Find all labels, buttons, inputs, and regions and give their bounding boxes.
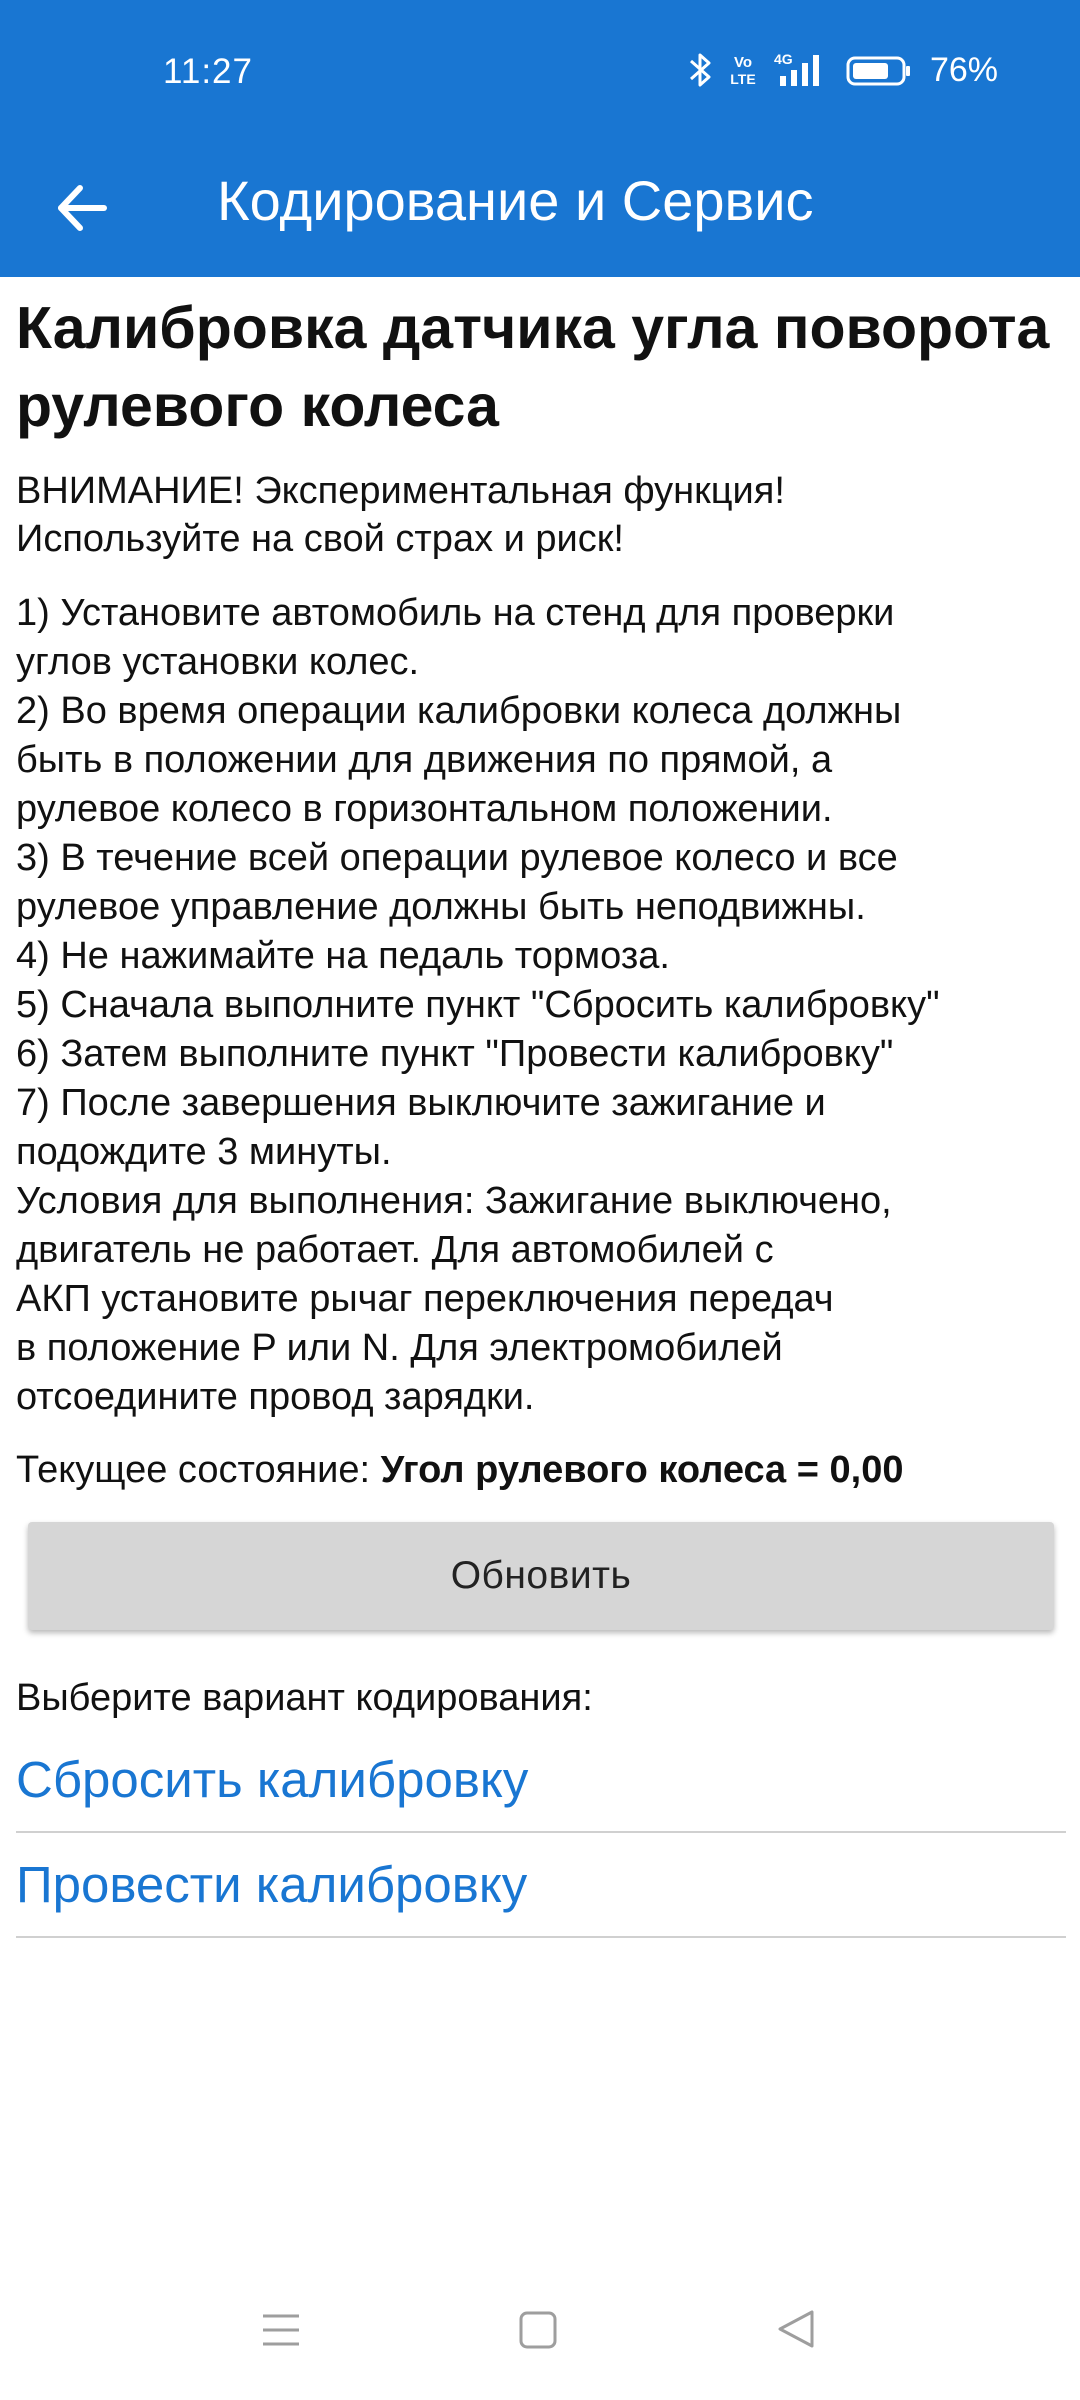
back-button[interactable]: [42, 170, 122, 250]
network-type-label: 4G: [773, 51, 793, 67]
battery-icon: [846, 50, 912, 90]
main-content: [16, 277, 1066, 1938]
battery-percent: 76%: [929, 50, 998, 89]
volte-top-label: Vo: [733, 54, 752, 71]
page-title: Калибровка датчика угла поворота рулевого колеса: [16, 295, 1050, 439]
bluetooth-icon: [688, 50, 714, 90]
coding-variant-label: Выберите вариант кодирования:: [16, 1677, 593, 1719]
system-nav-bar: [0, 2270, 1080, 2400]
volte-bottom-label: LTE: [730, 71, 756, 87]
current-state-value: Угол рулевого колеса = 0,00: [380, 1449, 904, 1491]
back-triangle-icon[interactable]: [776, 2308, 816, 2355]
perform-calibration-option[interactable]: Провести калибровку: [16, 1833, 1066, 1938]
4g-signal-icon: [772, 50, 832, 90]
warning-text: ВНИМАНИЕ! Экспериментальная функция! Используйте на свой страх и риск!: [16, 470, 785, 560]
volte-icon: [728, 50, 758, 90]
app-bar-title: Кодирование и Сервис: [217, 169, 814, 232]
instructions-text: 1) Установите автомобиль на стенд для проверки углов установки колес. 2) Во время операции калибровки колеса должны быть в положении для движения по прямой, а рулевое колесо в горизонтальном положении. 3) В течение всей операции рулевое колесо и все рулевое управление должны быть неподвижны. 4) Не нажимайте на педаль тормоза. 5) Сначала выполните пункт "Сбросить калибровку" 6) Затем выполните пункт "Провести калибровку" 7) После завершения выключите зажигание и подождите 3 минуты. Условия для выполнения: Зажигание выключено, двигатель не работает. Для автомобилей с АКП установите рычаг переключения передач в положение P или N. Для электромобилей отсоедините провод зарядки.: [16, 592, 940, 1418]
current-state: [16, 1446, 1066, 1494]
menu-icon[interactable]: [261, 2310, 301, 2355]
status-bar: [0, 0, 1080, 140]
status-icons: [688, 48, 998, 92]
app-bar: [0, 140, 1080, 277]
coding-options-list: [16, 1728, 1066, 1938]
current-state-label: Текущее состояние:: [16, 1449, 381, 1491]
status-time: 11:27: [163, 52, 253, 91]
app-header: [0, 0, 1080, 277]
refresh-button[interactable]: Обновить: [28, 1522, 1054, 1630]
home-square-icon[interactable]: [518, 2310, 558, 2355]
arrow-back-icon: [56, 182, 108, 239]
reset-calibration-option[interactable]: Сбросить калибровку: [16, 1728, 1066, 1833]
